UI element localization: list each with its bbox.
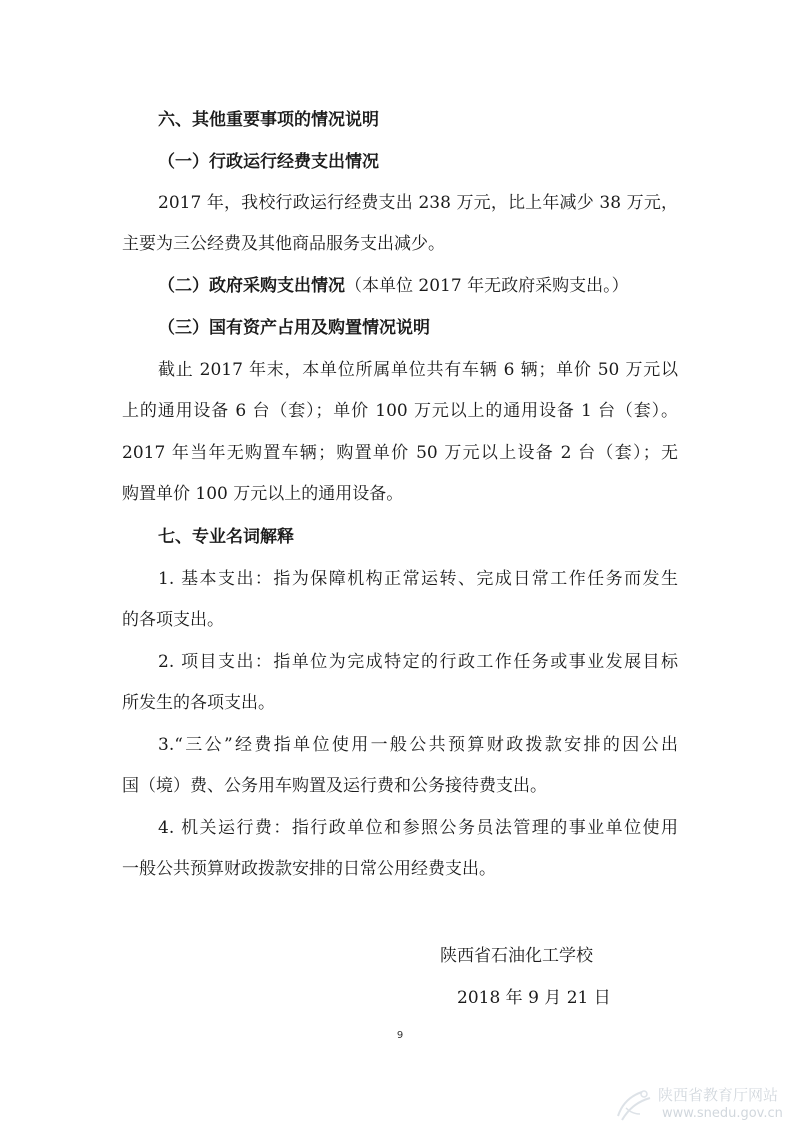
sub2-paragraph [158, 274, 629, 298]
section7-heading: 七、专业名词解释 [158, 527, 294, 547]
sub3-text-line3: 2017 年当年无购置车辆；购置单价 50 万元以上设备 2 台（套）；无 [122, 443, 678, 463]
term4-line1: 4. 机关运行费：指行政单位和参照公务员法管理的事业单位使用 [158, 818, 678, 838]
watermark-site-url: www.snedu.gov.cn [662, 1106, 783, 1121]
term1-line2: 的各项支出。 [122, 610, 224, 630]
sub3-text-line2: 上的通用设备 6 台（套）；单价 100 万元以上的通用设备 1 台（套）。 [122, 401, 678, 421]
signature-org: 陕西省石油化工学校 [440, 946, 593, 966]
sub3-heading: （三）国有资产占用及购置情况说明 [158, 318, 430, 338]
watermark-site-name: 陕西省教育厅网站 [658, 1086, 779, 1104]
term3-line2: 国（境）费、公务用车购置及运行费和公务接待费支出。 [122, 776, 547, 796]
sub3-text-line1: 截止 2017 年末，本单位所属单位共有车辆 6 辆；单价 50 万元以 [158, 360, 678, 380]
term2-line2: 所发生的各项支出。 [122, 693, 275, 713]
watermark-logo-icon [612, 1086, 656, 1124]
sub3-text-line4: 购置单价 100 万元以上的通用设备。 [122, 484, 404, 504]
signature-date: 2018 年 9 月 21 日 [457, 988, 611, 1008]
sub2-heading: （二）政府采购支出情况 [158, 276, 345, 296]
section6-heading: 六、其他重要事项的情况说明 [158, 110, 379, 130]
sub1-text-line2: 主要为三公经费及其他商品服务支出减少。 [122, 234, 445, 254]
watermark [612, 1084, 792, 1126]
term3-line1: 3.“三公”经费指单位使用一般公共预算财政拨款安排的因公出 [158, 735, 678, 755]
sub1-text-line1: 2017 年，我校行政运行经费支出 238 万元，比上年减少 38 万元， [158, 193, 678, 213]
sub1-heading: （一）行政运行经费支出情况 [158, 152, 379, 172]
term4-line2: 一般公共预算财政拨款安排的日常公用经费支出。 [122, 859, 496, 879]
page-number: 9 [396, 1030, 404, 1041]
sub2-note: （本单位 2017 年无政府采购支出。） [345, 276, 629, 296]
term2-line1: 2. 项目支出：指单位为完成特定的行政工作任务或事业发展目标 [158, 652, 678, 672]
term1-line1: 1. 基本支出：指为保障机构正常运转、完成日常工作任务而发生 [158, 569, 678, 589]
